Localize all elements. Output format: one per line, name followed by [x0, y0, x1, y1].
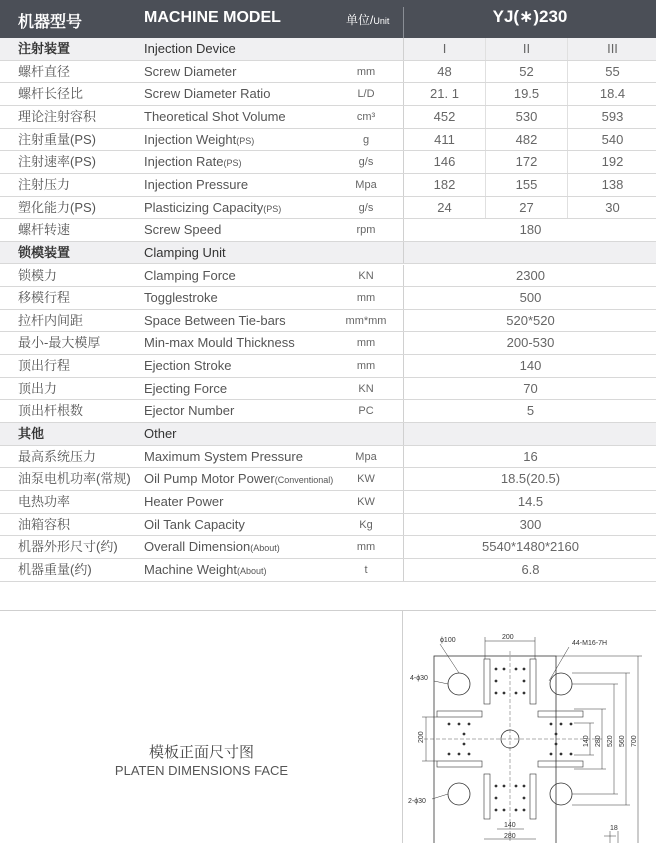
table-header [0, 0, 656, 38]
table-row [0, 468, 656, 491]
value-cell: 300 [519, 516, 542, 532]
header-model-cn: 机器型号 [18, 14, 83, 31]
row-unit: L/D [357, 88, 375, 101]
section-row [0, 242, 656, 265]
row-label-en: Injection Rate(PS) [144, 154, 242, 170]
row-values [403, 310, 656, 332]
row-values [403, 219, 656, 241]
table-row [0, 129, 656, 152]
row-unit: PC [358, 405, 374, 418]
value-cell: 146 [404, 151, 486, 173]
platen-drawing [404, 611, 656, 843]
t-slot [538, 761, 583, 767]
row-unit: KN [358, 269, 374, 282]
table-row [0, 197, 656, 220]
row-label-en: Ejection Stroke [144, 358, 232, 374]
table-row [0, 491, 656, 514]
value-cell [404, 242, 656, 264]
row-unit: mm [356, 65, 376, 78]
value-cell: 5540*1480*2160 [482, 539, 579, 555]
row-values [403, 332, 656, 354]
row-unit: cm³ [356, 110, 376, 123]
row-label-en: Plasticizing Capacity(PS) [144, 199, 282, 215]
table-row [0, 355, 656, 378]
section-row [0, 38, 656, 61]
row-label-en: Clamping Force [144, 267, 236, 283]
row-label-cn: 最小-最大模厚 [18, 335, 101, 351]
value-cell: 452 [404, 106, 486, 128]
value-cell: 482 [486, 129, 568, 151]
value-cell: 48 [404, 61, 486, 83]
row-label-en: Ejecting Force [144, 380, 228, 396]
tie-bar-hole [448, 783, 470, 805]
t-slot [530, 774, 536, 819]
table-row [0, 287, 656, 310]
value-cell: 530 [486, 106, 568, 128]
row-label-en: Injection Device [144, 41, 236, 56]
row-label-cn: 锁模装置 [18, 244, 71, 260]
table-row [0, 514, 656, 537]
row-unit: mm [356, 541, 376, 554]
row-unit: mm [356, 292, 376, 305]
row-label-en: Injection Pressure [144, 176, 249, 192]
row-label-en: Maximum System Pressure [144, 448, 303, 464]
row-label-cn: 螺杆长径比 [18, 86, 84, 102]
row-label-en: Machine Weight(About) [144, 561, 267, 577]
platen-title-cn: 模板正面尺寸图 [148, 744, 254, 761]
row-label-en: Oil Pump Motor Power(Conventional) [144, 471, 334, 487]
row-label-en: Heater Power [144, 494, 224, 509]
table-row [0, 446, 656, 469]
row-values [403, 197, 656, 219]
row-unit: KW [357, 473, 375, 486]
table-row [0, 378, 656, 401]
row-label-cn: 螺杆直径 [18, 63, 71, 79]
row-label-cn: 理论注射容积 [18, 108, 97, 124]
dim-w280: 280 [504, 833, 516, 840]
value-cell: 500 [519, 290, 542, 306]
value-cell: I [404, 38, 486, 60]
row-unit: mm*mm [345, 314, 387, 327]
row-values [403, 514, 656, 536]
row-label-cn: 电热功率 [18, 494, 71, 509]
value-cell: 155 [486, 174, 568, 196]
row-label-cn: 其他 [18, 426, 45, 442]
row-label-cn: 拉杆内间距 [18, 312, 84, 328]
row-label-cn: 顶出行程 [18, 358, 71, 374]
value-cell: 18.4 [599, 86, 626, 102]
row-values [403, 491, 656, 513]
row-label-en: Overall Dimension(About) [144, 539, 280, 555]
value-cell [404, 423, 656, 445]
row-label-en: Theoretical Shot Volume [144, 108, 286, 124]
platen-title-en: PLATEN DIMENSIONS FACE [114, 763, 289, 778]
row-values [403, 423, 656, 445]
row-label-cn: 注射速率(PS) [18, 154, 97, 170]
table-row [0, 174, 656, 197]
value-cell: 2300 [516, 267, 545, 283]
value-cell: 30 [605, 199, 620, 215]
row-label-cn: 油泵电机功率(常规) [18, 471, 131, 487]
row-label-en: Min-max Mould Thickness [144, 335, 295, 351]
header-model-en: MACHINE MODEL [144, 9, 281, 26]
table-row [0, 219, 656, 242]
value-cell: 138 [601, 176, 624, 192]
row-label-en: Oil Tank Capacity [144, 516, 245, 532]
dim-h560: 560 [619, 735, 626, 747]
row-label-cn: 注射压力 [18, 176, 71, 192]
table-row [0, 83, 656, 106]
dim-h200: 200 [418, 731, 425, 743]
row-unit: mm [356, 337, 376, 350]
row-values [403, 265, 656, 287]
row-values [403, 536, 656, 558]
row-label-en: Ejector Number [144, 403, 235, 419]
value-cell: 18.5(20.5) [500, 471, 561, 487]
row-values [403, 83, 656, 105]
table-row [0, 332, 656, 355]
t-slot [538, 711, 583, 717]
value-cell: II [486, 38, 568, 60]
value-cell: 411 [404, 129, 486, 151]
table-row [0, 400, 656, 423]
row-label-cn: 塑化能力(PS) [18, 199, 97, 215]
row-label-cn: 顶出杆根数 [18, 403, 84, 419]
row-values [403, 378, 656, 400]
value-cell: 5 [526, 403, 535, 419]
table-row [0, 265, 656, 288]
row-label-en: Space Between Tie-bars [144, 312, 286, 328]
value-cell: 55 [605, 63, 620, 79]
row-label-cn: 顶出力 [18, 380, 58, 396]
row-unit: g [362, 133, 370, 146]
row-unit: KW [357, 496, 375, 508]
row-label-en: Injection Weight(PS) [144, 131, 255, 147]
table-row [0, 61, 656, 84]
value-cell: 14.5 [517, 494, 544, 509]
platen-title-panel [0, 611, 403, 843]
row-values [403, 559, 656, 581]
value-cell: 182 [404, 174, 486, 196]
value-cell: 19.5 [486, 83, 568, 105]
row-label-en: Clamping Unit [144, 244, 226, 260]
tie-bar-hole [550, 673, 572, 695]
t-slot [437, 761, 482, 767]
row-label-cn: 油箱容积 [18, 516, 71, 532]
value-cell: 172 [486, 151, 568, 173]
row-label-en: Screw Diameter [144, 63, 237, 79]
dim-h700: 700 [631, 735, 638, 747]
row-unit: mm [356, 360, 376, 373]
row-values [403, 355, 656, 377]
header-unit: 单位/Unit [346, 13, 390, 27]
platen-outline [434, 656, 556, 843]
row-values [403, 151, 656, 173]
dim-holes2: 2-ϕ30 [408, 798, 426, 805]
section-row [0, 423, 656, 446]
row-label-cn: 螺杆转速 [18, 222, 71, 238]
row-label-cn: 机器重量(约) [18, 561, 92, 577]
row-label-cn: 注射重量(PS) [18, 131, 97, 147]
row-label-cn: 机器外形尺寸(约) [18, 539, 118, 555]
dim-thread: 44-M16-7H [572, 640, 608, 647]
tie-bar-hole [448, 673, 470, 695]
value-cell: 540 [601, 131, 624, 147]
t-slot [484, 659, 490, 704]
row-label-cn: 注射装置 [18, 41, 71, 56]
dim-h520: 520 [607, 735, 614, 747]
tie-bar-hole [550, 783, 572, 805]
t-slot [437, 711, 482, 717]
value-cell: 6.8 [521, 561, 540, 577]
value-cell: 24 [404, 197, 486, 219]
t-slot [484, 774, 490, 819]
row-values [403, 129, 656, 151]
value-cell: 140 [519, 358, 542, 374]
row-values [403, 468, 656, 490]
t-slot [530, 659, 536, 704]
row-values [403, 38, 656, 60]
dim-w140: 140 [504, 822, 516, 829]
row-label-en: Screw Diameter Ratio [144, 86, 271, 102]
row-values [403, 61, 656, 83]
row-label-cn: 移模行程 [18, 290, 71, 306]
row-label-cn: 最高系统压力 [18, 448, 97, 464]
row-unit: g/s [358, 156, 374, 169]
dim-h280: 280 [595, 735, 602, 747]
value-cell: 192 [601, 154, 624, 170]
value-cell: 16 [523, 448, 538, 464]
row-values [403, 106, 656, 128]
row-unit: Kg [359, 518, 373, 531]
row-label-en: Togglestroke [144, 290, 218, 306]
row-label-en: Screw Speed [144, 222, 222, 238]
value-cell: 520*520 [506, 312, 555, 328]
value-cell: 27 [486, 197, 568, 219]
dim-w200: 200 [502, 634, 514, 641]
table-row [0, 151, 656, 174]
value-cell: 52 [486, 61, 568, 83]
dim-d100: ϕ100 [440, 637, 456, 644]
table-row [0, 559, 656, 582]
value-cell: 200-530 [506, 335, 555, 351]
row-values [403, 287, 656, 309]
value-cell: III [607, 41, 618, 56]
row-unit: t [364, 563, 368, 576]
value-cell: 70 [523, 380, 538, 396]
row-values [403, 174, 656, 196]
row-unit: Mpa [355, 450, 377, 463]
dim-holes4: 4-ϕ30 [410, 675, 428, 682]
header-model-name: YJ(∗)230 [403, 7, 656, 38]
row-values [403, 400, 656, 422]
row-label-en: Other [144, 426, 177, 442]
row-unit: Mpa [355, 178, 377, 191]
table-row [0, 310, 656, 333]
row-values [403, 242, 656, 264]
row-unit: g/s [358, 201, 374, 214]
dim-d18: 18 [610, 825, 618, 832]
dim-h140: 140 [583, 735, 590, 747]
table-row [0, 106, 656, 129]
row-unit: rpm [356, 224, 376, 237]
row-label-cn: 锁模力 [18, 267, 58, 283]
row-unit: KN [358, 382, 374, 395]
row-values [403, 446, 656, 468]
platen-drawing-panel [404, 611, 656, 843]
platen-section [0, 610, 656, 843]
table-row [0, 536, 656, 559]
value-cell: 180 [519, 222, 542, 238]
value-cell: 21. 1 [404, 83, 486, 105]
value-cell: 593 [601, 108, 624, 124]
